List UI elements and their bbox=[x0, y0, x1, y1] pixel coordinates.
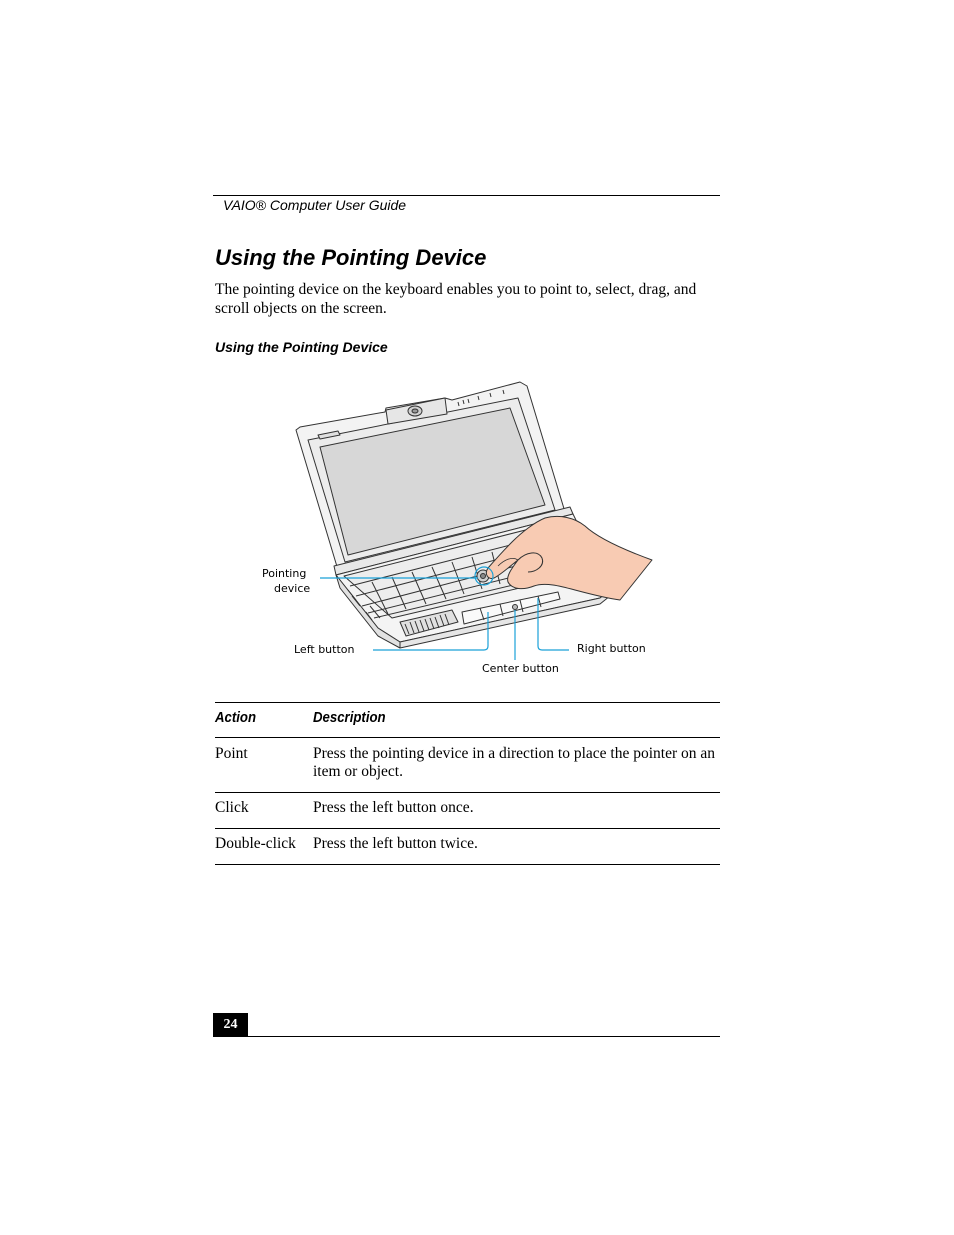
label-pointing-device-line2: device bbox=[274, 582, 311, 595]
table-row-description: Press the left button twice. bbox=[313, 835, 478, 852]
intro-paragraph: The pointing device on the keyboard enables you to point to, select, drag, and scroll objects on the screen. bbox=[215, 281, 697, 317]
table-row-description: Press the pointing device in a direction to place the pointer on an item or object. bbox=[313, 745, 716, 780]
page-number: 24 bbox=[213, 1013, 248, 1036]
running-header: VAIO® Computer User Guide bbox=[223, 197, 407, 213]
label-left-button: Left button bbox=[294, 643, 355, 656]
table-row-action: Point bbox=[215, 745, 248, 762]
figure-caption: Using the Pointing Device bbox=[215, 339, 388, 355]
table-header-description: Description bbox=[313, 709, 386, 726]
table-bottom-rule bbox=[215, 864, 720, 865]
table-row-action: Double-click bbox=[215, 835, 296, 852]
table-row-rule bbox=[215, 828, 720, 829]
table-header-rule bbox=[215, 737, 720, 738]
table-top-rule bbox=[215, 702, 720, 703]
footer-rule bbox=[213, 1036, 720, 1037]
label-pointing-device-line1: Pointing bbox=[262, 567, 307, 580]
label-center-button: Center button bbox=[482, 662, 559, 675]
table-header-action: Action bbox=[215, 709, 257, 726]
table-row-action: Click bbox=[215, 799, 249, 816]
label-right-button: Right button bbox=[577, 642, 646, 655]
table-row-rule bbox=[215, 792, 720, 793]
table-row-description: Press the left button once. bbox=[313, 799, 474, 816]
page-title: Using the Pointing Device bbox=[215, 245, 487, 270]
